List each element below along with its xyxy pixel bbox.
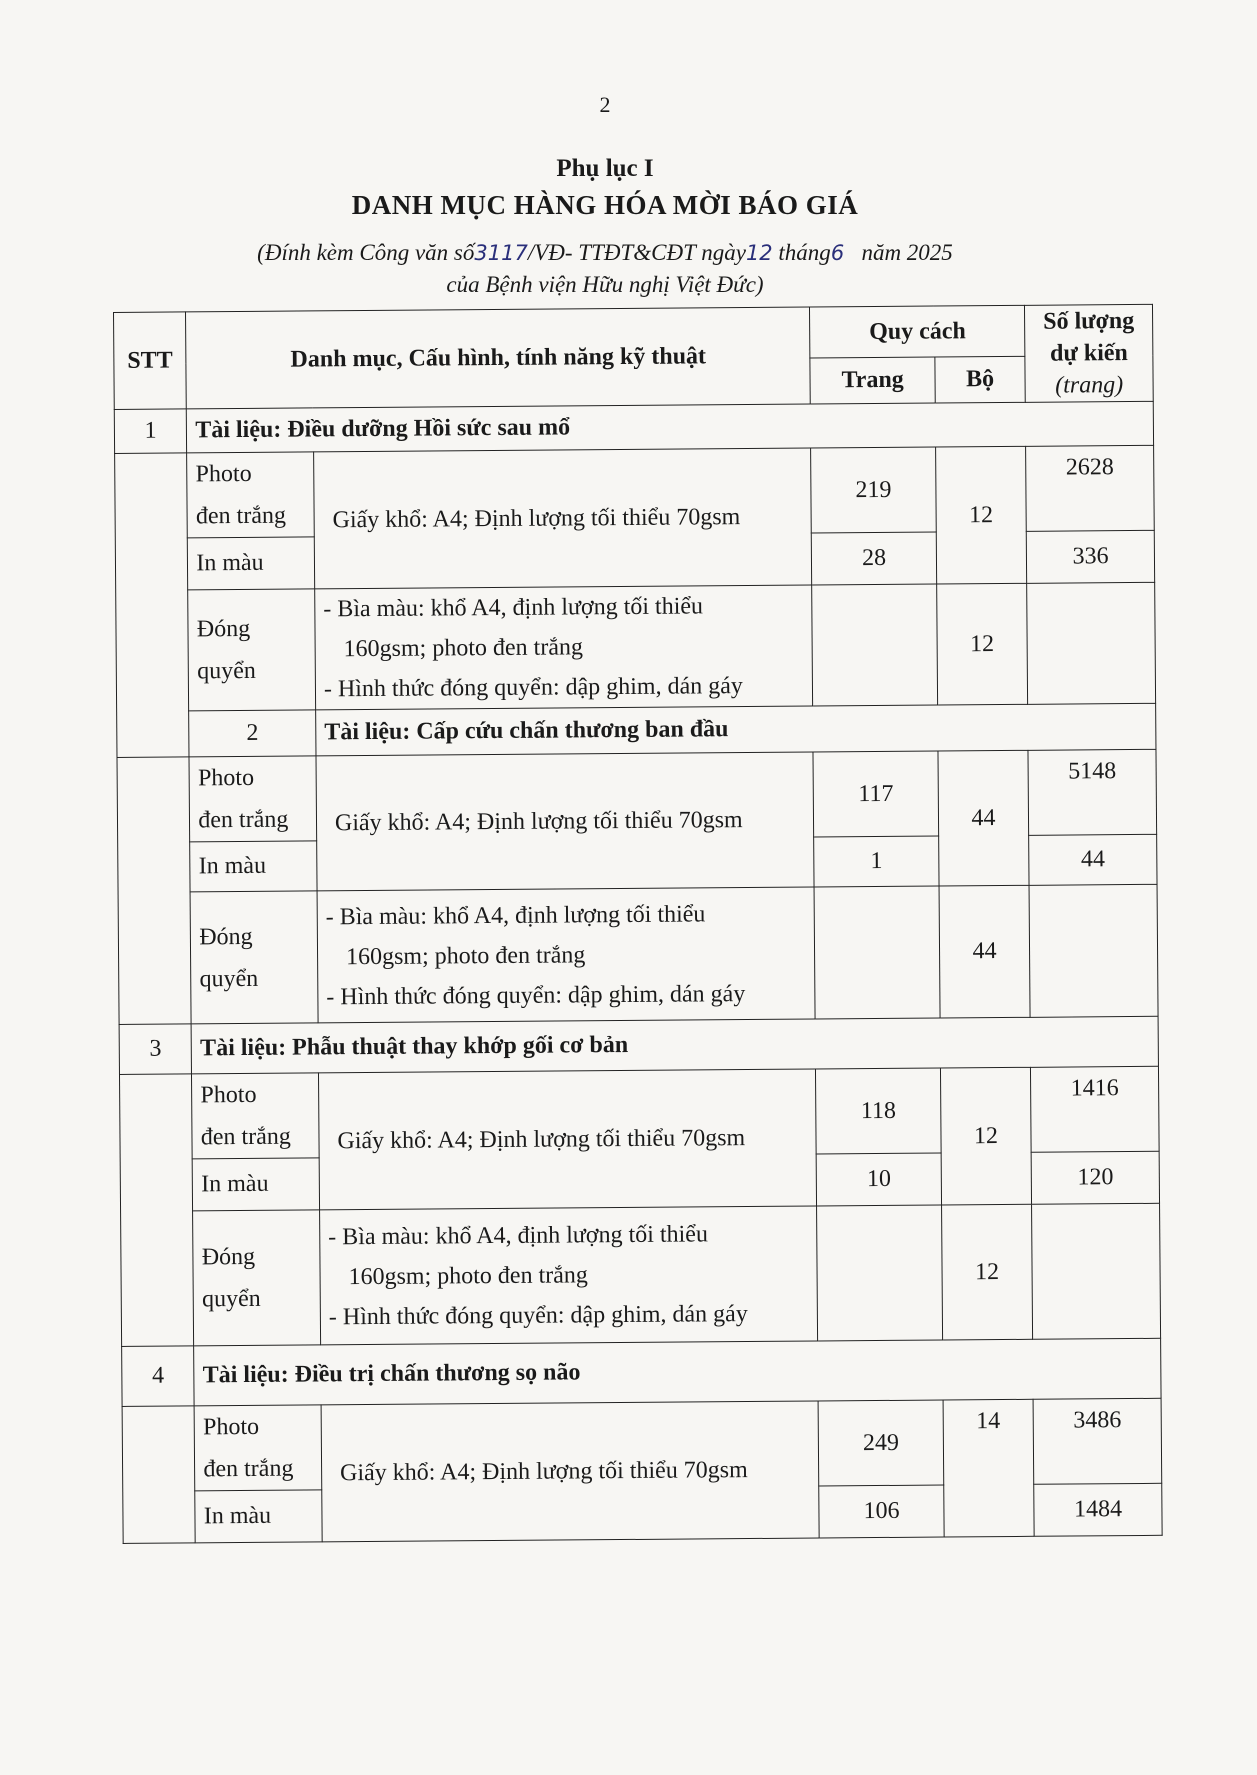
- cover-spec-line1: - Bìa màu: khổ A4, định lượng tối thiểu: [323, 593, 704, 623]
- photo-label-line1: Photo: [200, 1081, 257, 1109]
- binding-label: [190, 891, 318, 1024]
- color-label: In màu: [192, 1158, 319, 1211]
- bw-pages: 219: [811, 447, 936, 533]
- photo-label-line2: đen trắng: [200, 1123, 291, 1151]
- binding-pages-empty: [817, 1205, 942, 1341]
- item-row: [119, 1016, 1158, 1074]
- document-title: DANH MỤC HÀNG HÓA MỜI BÁO GIÁ: [351, 190, 859, 220]
- bw-quantity: 5148: [1028, 749, 1156, 835]
- bw-pages: 249: [818, 1400, 943, 1486]
- bw-pages: 117: [813, 751, 938, 837]
- header-quantity-line3: (trang): [1055, 372, 1124, 399]
- binding-label: [193, 1210, 321, 1346]
- color-pages: 28: [812, 532, 937, 585]
- photo-bw-label: [187, 452, 314, 538]
- header-quantity-line1: Số lượng: [1043, 307, 1135, 335]
- item-stt: 1: [114, 409, 187, 454]
- header-sets: Bộ: [935, 357, 1026, 403]
- paper-spec: Giấy khổ: A4; Định lượng tối thiểu 70gsm: [321, 1401, 820, 1542]
- item-stt: 4: [122, 1346, 195, 1407]
- color-quantity: 1484: [1034, 1483, 1162, 1536]
- appendix-title: Phụ lục I: [556, 155, 654, 182]
- reference-year: năm 2025: [861, 240, 953, 265]
- photo-label-line1: Photo: [195, 460, 252, 488]
- sets: 12: [940, 1067, 1032, 1205]
- color-label: In màu: [188, 537, 315, 590]
- header-quantity: [1025, 304, 1154, 402]
- binding-spec: [315, 585, 813, 710]
- reference-month-word: tháng: [778, 240, 831, 265]
- header-stt: STT: [114, 312, 187, 410]
- item-row: [122, 1338, 1161, 1406]
- item-stt: 3: [119, 1024, 192, 1075]
- binding-type: - Hình thức đóng quyển: dập ghim, dán gáy: [328, 1301, 748, 1331]
- binding-quantity-empty: [1032, 1203, 1161, 1339]
- color-pages: 10: [817, 1153, 942, 1206]
- photo-bw-label: [189, 756, 316, 842]
- reference-mid: /VĐ- TTĐT&CĐT ngày: [527, 240, 746, 265]
- cover-spec-line1: - Bìa màu: khổ A4, định lượng tối thiểu: [328, 1221, 709, 1251]
- stt-blank-cell: [117, 757, 191, 1025]
- handwritten-day: 12: [745, 241, 773, 265]
- photo-label-line2: đen trắng: [195, 502, 287, 530]
- binding-label-line1: Đóng: [201, 1243, 256, 1271]
- color-label: In màu: [195, 1490, 322, 1543]
- photo-label-line1: Photo: [203, 1413, 260, 1441]
- paper-spec: Giấy khổ: A4; Định lượng tối thiểu 70gsm: [316, 752, 814, 891]
- item-stt: 2: [189, 710, 316, 757]
- stt-blank-cell: [119, 1074, 193, 1347]
- color-pages: 106: [819, 1485, 944, 1538]
- binding-label-line2: quyển: [197, 657, 256, 685]
- sets: 12: [935, 446, 1027, 584]
- stt-blank-cell: [122, 1406, 195, 1544]
- color-quantity: 336: [1026, 530, 1154, 583]
- bw-quantity: 2628: [1026, 445, 1154, 531]
- bw-quantity: 3486: [1033, 1398, 1161, 1484]
- photo-bw-label: [194, 1405, 321, 1491]
- item-title: Tài liệu: Điều trị chấn thương sọ não: [194, 1338, 1161, 1406]
- binding-spec: [320, 1206, 818, 1345]
- paper-spec: Giấy khổ: A4; Định lượng tối thiểu 70gsm: [314, 448, 813, 589]
- binding-pages-empty: [812, 584, 937, 706]
- binding-label: [188, 589, 316, 711]
- cover-spec-line2: 160gsm; photo đen trắng: [345, 941, 586, 970]
- header-quantity-line2: dự kiến: [1049, 340, 1128, 367]
- item-title: Tài liệu: Điều dưỡng Hồi sức sau mổ: [187, 401, 1154, 453]
- binding-label-line2: quyển: [199, 965, 259, 992]
- photo-bw-label: [192, 1073, 319, 1159]
- header-pages: Trang: [810, 357, 935, 404]
- issuer-line: của Bệnh viện Hữu nghị Việt Đức): [446, 272, 764, 297]
- binding-quantity-empty: [1027, 582, 1156, 704]
- bw-pages: 118: [816, 1068, 941, 1154]
- binding-type: - Hình thức đóng quyển: dập ghim, dán gáy: [323, 673, 743, 703]
- binding-pages-empty: [814, 886, 939, 1019]
- photo-label-line1: Photo: [197, 764, 255, 792]
- binding-label-line2: quyển: [201, 1285, 261, 1313]
- binding-sets: 44: [939, 885, 1030, 1018]
- photo-label-line2: đen trắng: [203, 1455, 294, 1483]
- reference-line: [0, 240, 1210, 266]
- binding-label-line1: Đóng: [199, 923, 253, 950]
- goods-table: [113, 304, 1163, 1544]
- header-item: Danh mục, Cấu hình, tính năng kỹ thuật: [186, 307, 811, 409]
- bw-quantity: 1416: [1031, 1066, 1159, 1152]
- paper-spec: Giấy khổ: A4; Định lượng tối thiểu 70gsm: [318, 1069, 817, 1210]
- item-row: [117, 703, 1156, 757]
- photo-label-line2: đen trắng: [198, 806, 289, 834]
- handwritten-month: 6: [830, 241, 845, 265]
- color-label: In màu: [190, 841, 317, 892]
- item-title: Tài liệu: Phẫu thuật thay khớp gối cơ bản: [191, 1016, 1158, 1074]
- item-title: Tài liệu: Cấp cứu chấn thương ban đầu: [316, 703, 1156, 756]
- binding-sets: 12: [941, 1204, 1032, 1340]
- binding-quantity-empty: [1029, 884, 1158, 1017]
- color-pages: 1: [814, 836, 939, 887]
- header-spec: Quy cách: [810, 305, 1025, 358]
- binding-spec: [317, 887, 815, 1023]
- reference-prefix: (Đính kèm Công văn số: [257, 240, 475, 265]
- sets: 44: [938, 750, 1029, 886]
- binding-label-line1: Đóng: [196, 615, 251, 643]
- color-quantity: 44: [1029, 834, 1157, 885]
- cover-spec-line2: 160gsm; photo đen trắng: [348, 1262, 588, 1291]
- binding-type: - Hình thức đóng quyển: dập ghim, dán gáy: [326, 980, 746, 1010]
- cover-spec-line1: - Bìa màu: khổ A4, định lượng tối thiểu: [325, 900, 706, 930]
- page-number: 2: [599, 92, 611, 117]
- handwritten-doc-number: 3117: [474, 241, 528, 265]
- binding-sets: 12: [936, 583, 1027, 705]
- cover-spec-line2: 160gsm; photo đen trắng: [343, 634, 584, 663]
- sets: 14: [943, 1399, 1035, 1537]
- stt-blank-cell: [115, 453, 190, 758]
- color-quantity: 120: [1031, 1151, 1159, 1204]
